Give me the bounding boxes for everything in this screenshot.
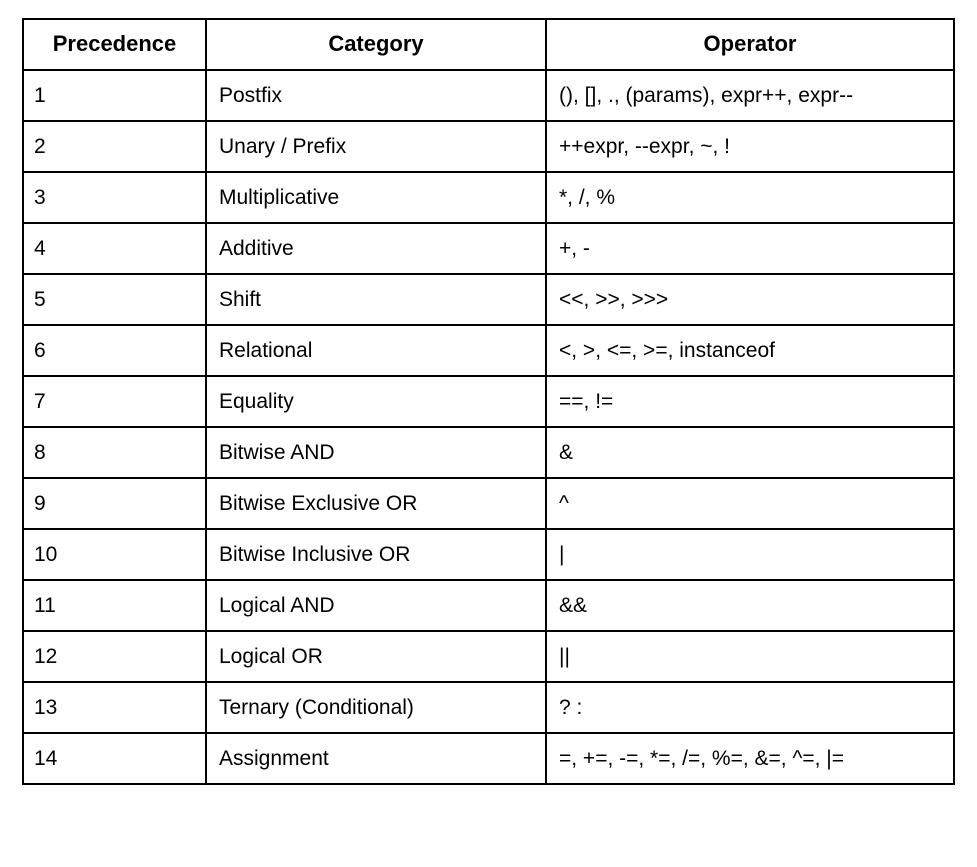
cell-precedence: 6 <box>23 325 206 376</box>
cell-operator: ^ <box>546 478 954 529</box>
cell-precedence: 10 <box>23 529 206 580</box>
cell-category: Logical AND <box>206 580 546 631</box>
cell-operator: ? : <box>546 682 954 733</box>
cell-category: Logical OR <box>206 631 546 682</box>
cell-category: Bitwise Exclusive OR <box>206 478 546 529</box>
table-header <box>23 19 954 70</box>
cell-category: Assignment <box>206 733 546 784</box>
cell-operator: =, +=, -=, *=, /=, %=, &=, ^=, |= <box>546 733 954 784</box>
cell-category: Relational <box>206 325 546 376</box>
table-row <box>23 682 954 733</box>
cell-precedence: 2 <box>23 121 206 172</box>
cell-precedence: 3 <box>23 172 206 223</box>
table-row <box>23 427 954 478</box>
table-row <box>23 478 954 529</box>
cell-category: Multiplicative <box>206 172 546 223</box>
cell-category: Additive <box>206 223 546 274</box>
table-row <box>23 172 954 223</box>
cell-precedence: 5 <box>23 274 206 325</box>
table-row <box>23 274 954 325</box>
cell-precedence: 7 <box>23 376 206 427</box>
column-header-precedence: Precedence <box>23 19 206 70</box>
cell-operator: && <box>546 580 954 631</box>
table-row <box>23 121 954 172</box>
cell-precedence: 13 <box>23 682 206 733</box>
column-header-operator: Operator <box>546 19 954 70</box>
table-row <box>23 631 954 682</box>
cell-operator: ==, != <box>546 376 954 427</box>
cell-category: Shift <box>206 274 546 325</box>
cell-operator: (), [], ., (params), expr++, expr-- <box>546 70 954 121</box>
cell-operator: & <box>546 427 954 478</box>
table-row <box>23 325 954 376</box>
column-header-category: Category <box>206 19 546 70</box>
operator-precedence-table <box>22 18 955 785</box>
cell-operator: <, >, <=, >=, instanceof <box>546 325 954 376</box>
table-row <box>23 529 954 580</box>
cell-operator: *, /, % <box>546 172 954 223</box>
table-row <box>23 70 954 121</box>
table-header-row <box>23 19 954 70</box>
cell-category: Postfix <box>206 70 546 121</box>
cell-precedence: 4 <box>23 223 206 274</box>
cell-operator: +, - <box>546 223 954 274</box>
table-row <box>23 580 954 631</box>
table-row <box>23 376 954 427</box>
cell-precedence: 12 <box>23 631 206 682</box>
cell-operator: <<, >>, >>> <box>546 274 954 325</box>
cell-precedence: 8 <box>23 427 206 478</box>
table-row <box>23 733 954 784</box>
cell-precedence: 1 <box>23 70 206 121</box>
cell-operator: | <box>546 529 954 580</box>
table-row <box>23 223 954 274</box>
cell-category: Unary / Prefix <box>206 121 546 172</box>
cell-operator: || <box>546 631 954 682</box>
cell-precedence: 9 <box>23 478 206 529</box>
cell-operator: ++expr, --expr, ~, ! <box>546 121 954 172</box>
cell-category: Equality <box>206 376 546 427</box>
cell-precedence: 11 <box>23 580 206 631</box>
cell-category: Ternary (Conditional) <box>206 682 546 733</box>
cell-precedence: 14 <box>23 733 206 784</box>
table-body <box>23 70 954 784</box>
cell-category: Bitwise AND <box>206 427 546 478</box>
cell-category: Bitwise Inclusive OR <box>206 529 546 580</box>
operator-precedence-table-container <box>22 18 953 785</box>
